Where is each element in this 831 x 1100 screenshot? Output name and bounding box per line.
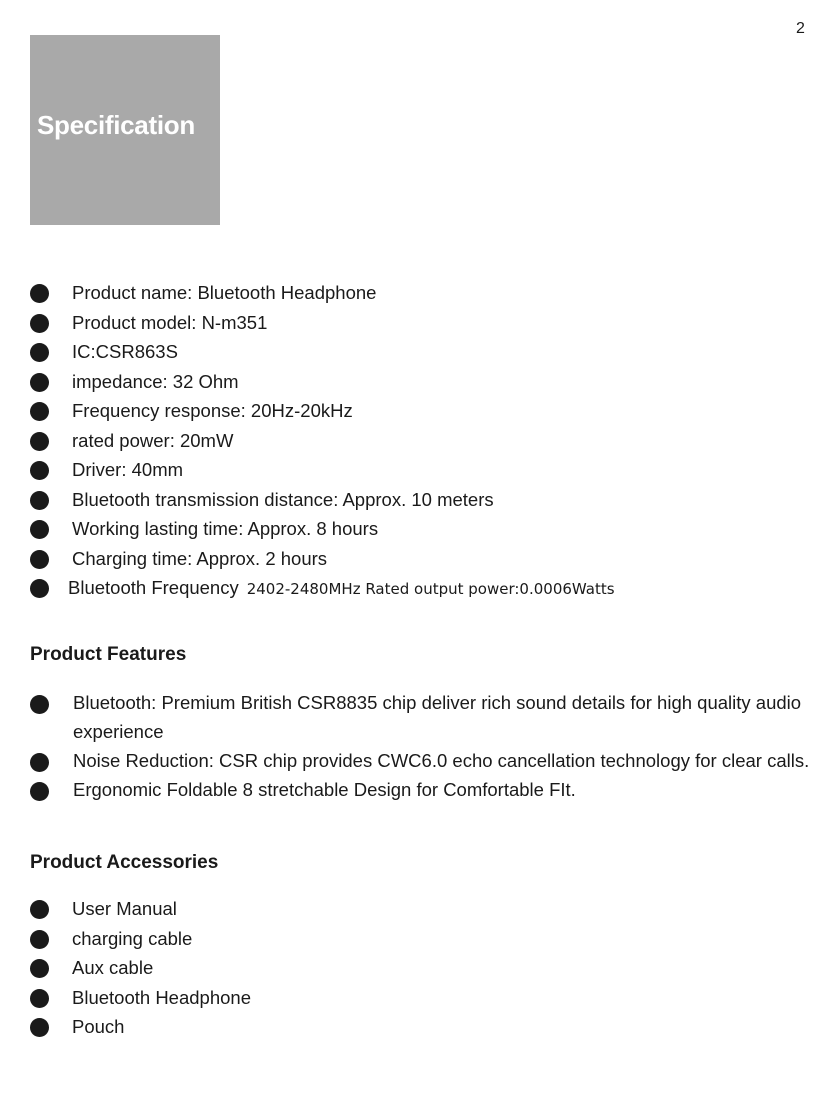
spec-item-text: Frequency response: 20Hz-20kHz — [72, 400, 353, 421]
page-number: 2 — [796, 20, 805, 37]
accessory-item-text: User Manual — [72, 898, 177, 919]
accessory-item-text: charging cable — [72, 927, 193, 949]
bullet-icon — [30, 1018, 49, 1037]
spec-item-text: Working lasting time: Approx. 8 hours — [72, 518, 379, 539]
bullet-icon — [30, 695, 49, 714]
spec-freq-label: Bluetooth Frequency — [68, 577, 239, 598]
specification-title: Specification — [37, 110, 195, 140]
spec-item-bluetooth-frequency — [30, 575, 615, 605]
bullet-icon — [30, 461, 49, 480]
feature-item-text: Ergonomic Foldable 8 stretchable Design for Comfortable FIt. — [73, 779, 576, 800]
accessories-heading: Product Accessories — [30, 852, 219, 873]
feature-item — [30, 688, 810, 746]
features-list — [30, 688, 810, 804]
bullet-icon — [30, 343, 49, 362]
bullet-icon — [30, 550, 49, 569]
accessory-item — [30, 926, 251, 956]
bullet-icon — [30, 314, 49, 333]
spec-item — [30, 546, 615, 576]
feature-item — [30, 775, 810, 804]
spec-item-text: Product model: N-m351 — [72, 311, 268, 333]
spec-item — [30, 457, 615, 487]
spec-freq-extra: 2402-2480MHz Rated output power:0.0006Watts — [246, 580, 615, 598]
accessory-item — [30, 985, 251, 1015]
accessory-item-text: Bluetooth Headphone — [72, 986, 251, 1008]
bullet-icon — [30, 959, 49, 978]
spec-item-text: IC:CSR863S — [72, 341, 178, 362]
accessory-item-text: Aux cable — [72, 957, 154, 978]
spec-item — [30, 398, 615, 428]
bullet-icon — [30, 373, 49, 392]
accessory-item — [30, 955, 251, 985]
spec-item-text: Bluetooth transmission distance: Approx. 10 meters — [72, 488, 494, 510]
spec-item-text: Driver: 40mm — [72, 459, 184, 480]
specification-banner — [30, 35, 220, 225]
specification-list — [30, 280, 615, 605]
spec-item — [30, 516, 615, 546]
bullet-icon — [30, 520, 49, 539]
spec-item — [30, 280, 615, 310]
bullet-icon — [30, 782, 49, 801]
bullet-icon — [30, 989, 49, 1008]
accessory-item — [30, 896, 251, 926]
accessory-item — [30, 1014, 251, 1044]
spec-item — [30, 310, 615, 340]
spec-item-text: Product name: Bluetooth Headphone — [72, 282, 377, 303]
spec-item-text: rated power: 20mW — [72, 429, 234, 451]
spec-item-text: Charging time: Approx. 2 hours — [72, 547, 328, 569]
spec-item-text: impedance: 32 Ohm — [72, 370, 239, 392]
feature-item — [30, 746, 810, 775]
feature-item-text: Bluetooth: Premium British CSR8835 chip deliver rich sound details for high quality audio experience — [73, 692, 802, 742]
accessories-list — [30, 896, 251, 1044]
bullet-icon — [30, 579, 49, 598]
feature-item-text: Noise Reduction: CSR chip provides CWC6.0 echo cancellation technology for clear calls. — [73, 750, 810, 771]
bullet-icon — [30, 491, 49, 510]
accessory-item-text: Pouch — [72, 1016, 125, 1037]
bullet-icon — [30, 900, 49, 919]
spec-item — [30, 428, 615, 458]
bullet-icon — [30, 284, 49, 303]
spec-item — [30, 339, 615, 369]
features-heading: Product Features — [30, 644, 187, 665]
bullet-icon — [30, 432, 49, 451]
bullet-icon — [30, 402, 49, 421]
bullet-icon — [30, 930, 49, 949]
spec-item — [30, 369, 615, 399]
bullet-icon — [30, 753, 49, 772]
spec-item — [30, 487, 615, 517]
